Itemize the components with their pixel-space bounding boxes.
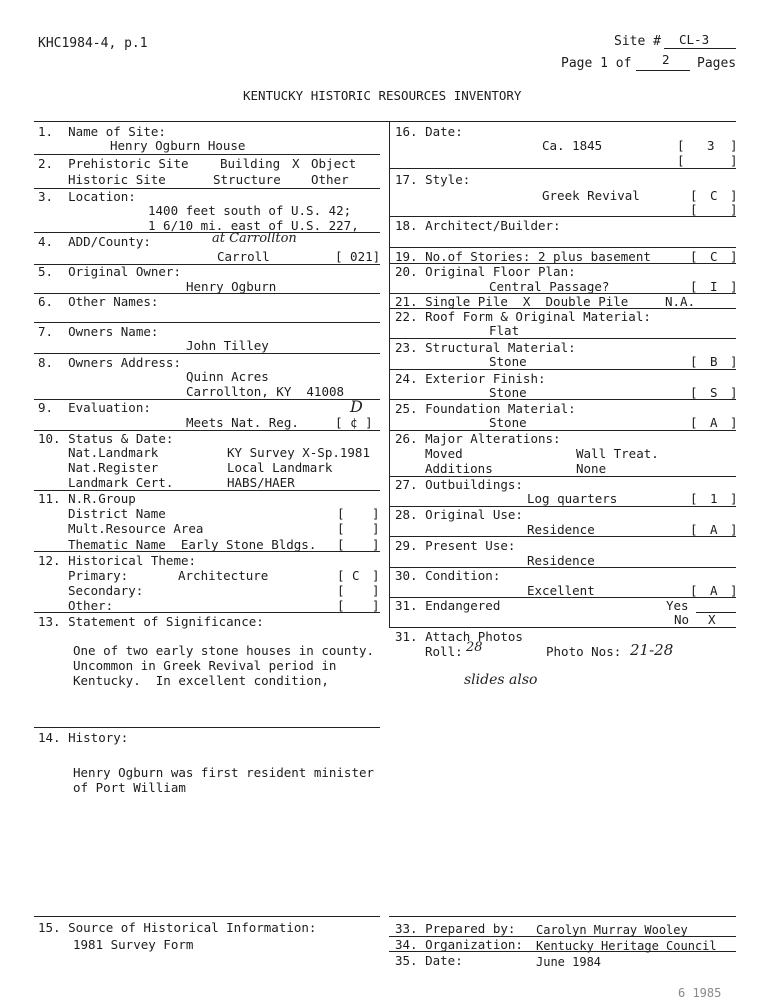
f26-none: None	[576, 461, 607, 476]
f9-code: [ ¢ ]	[335, 415, 373, 430]
f16-label: 16. Date:	[395, 124, 463, 139]
f2-mark: X	[292, 156, 300, 171]
f10-habs-haer: HABS/HAER	[227, 475, 295, 490]
f9-label: 9. Evaluation:	[38, 400, 151, 415]
f12-primary-code: C	[352, 568, 360, 583]
f21-value: N.A.	[665, 294, 696, 309]
f17-code: C	[710, 188, 718, 203]
received-stamp: 6 1985	[678, 986, 722, 1000]
f6-label: 6. Other Names:	[38, 294, 159, 309]
f30-value: Excellent	[527, 583, 595, 598]
f3-line1: 1400 feet south of U.S. 42;	[148, 203, 352, 218]
f10-landmark-cert: Landmark Cert.	[68, 475, 174, 490]
f15-value: 1981 Survey Form	[73, 937, 194, 952]
f26-wall-treat: Wall Treat.	[576, 446, 659, 461]
f30-code: A	[710, 583, 718, 598]
f15-label: 15. Source of Historical Information:	[38, 920, 317, 935]
f7-value: John Tilley	[186, 338, 269, 353]
f27-code: 1	[710, 491, 718, 506]
f2-opt-building: Building	[220, 156, 281, 171]
f8-line1: Quinn Acres	[186, 369, 269, 384]
f13-label: 13. Statement of Significance:	[38, 614, 264, 629]
f10-nat-landmark: Nat.Landmark	[68, 445, 159, 460]
f10-label: 10. Status & Date:	[38, 431, 174, 446]
f3-label: 3. Location:	[38, 189, 136, 204]
f25-label: 25. Foundation Material:	[395, 401, 576, 416]
f29-value: Residence	[527, 553, 595, 568]
f4-value: Carroll	[217, 249, 270, 264]
f13-line3: Kentucky. In excellent condition,	[73, 673, 329, 688]
page-prefix: Page 1 of	[561, 56, 632, 71]
f8-label: 8. Owners Address:	[38, 355, 181, 370]
f27-value: Log quarters	[527, 491, 618, 506]
f9-handwritten: D	[350, 397, 363, 416]
f28-code: A	[710, 522, 718, 537]
f12-other: Other:	[68, 598, 114, 613]
f23-label: 23. Structural Material:	[395, 340, 576, 355]
f2-label-prehistoric: 2. Prehistoric Site	[38, 156, 189, 171]
f22-label: 22. Roof Form & Original Material:	[395, 309, 651, 324]
f22-value: Flat	[489, 323, 520, 338]
page-suffix: Pages	[697, 56, 737, 71]
f5-label: 5. Original Owner:	[38, 264, 181, 279]
f14-label: 14. History:	[38, 730, 129, 745]
f2-opt-other: Other	[311, 172, 349, 187]
f17-label: 17. Style:	[395, 172, 471, 187]
f31-yes: Yes	[666, 598, 689, 613]
f35-value: June 1984	[536, 955, 602, 969]
f7-label: 7. Owners Name:	[38, 324, 159, 339]
f31b-note-hw: slides also	[464, 672, 538, 688]
f31b-photo-hw: 21-28	[630, 641, 674, 659]
f31-mark: X	[708, 612, 716, 627]
f1-label: 1. Name of Site:	[38, 124, 166, 139]
f27-label: 27. Outbuildings:	[395, 477, 523, 492]
f31-no: No	[674, 612, 690, 627]
f31b-roll-hw: 28	[466, 640, 483, 655]
f2-opt-object: Object	[311, 156, 357, 171]
f17-value: Greek Revival	[542, 188, 640, 203]
f24-label: 24. Exterior Finish:	[395, 371, 546, 386]
f13-line2: Uncommon in Greek Revival period in	[73, 658, 337, 673]
f10-nat-register: Nat.Register	[68, 460, 159, 475]
f11-mult-resource: Mult.Resource Area	[68, 521, 204, 536]
f11-thematic: Thematic Name Early Stone Bldgs.	[68, 537, 317, 552]
f24-code: S	[710, 385, 718, 400]
f8-line2: Carrollton, KY 41008	[186, 384, 345, 399]
f33-value: Carolyn Murray Wooley	[536, 923, 688, 937]
f11-label: 11. N.R.Group	[38, 491, 136, 506]
f20-label: 20. Original Floor Plan:	[395, 264, 576, 279]
f31b-photo: Photo Nos:	[546, 644, 622, 659]
f26-additions: Additions	[425, 461, 493, 476]
f4-handwritten: at Carrollton	[212, 231, 297, 246]
f9-value: Meets Nat. Reg.	[186, 415, 299, 430]
page-total: 2	[662, 52, 670, 67]
f16-code: 3	[707, 138, 715, 153]
f14-line1: Henry Ogburn was first resident minister	[73, 765, 375, 780]
f4-code: [ 021]	[335, 249, 381, 264]
f23-value: Stone	[489, 354, 527, 369]
f28-label: 28. Original Use:	[395, 507, 523, 522]
f11-district: District Name	[68, 506, 166, 521]
f13-line1: One of two early stone houses in county.	[73, 643, 375, 658]
f2-label-historic: Historic Site	[68, 172, 166, 187]
f23-code: B	[710, 354, 718, 369]
f24-value: Stone	[489, 385, 527, 400]
f20-value: Central Passage?	[489, 279, 610, 294]
f25-code: A	[710, 415, 718, 430]
f35-label: 35. Date:	[395, 953, 463, 968]
f14-line2: of Port William	[73, 780, 186, 795]
f31-label: 31. Endangered	[395, 598, 501, 613]
f10-ky-survey: KY Survey X-Sp.1981	[227, 445, 370, 460]
site-value: CL-3	[679, 32, 710, 47]
f21-label: 21. Single Pile X Double Pile	[395, 294, 629, 309]
f31b-label: 31. Attach Photos	[395, 629, 523, 644]
f25-value: Stone	[489, 415, 527, 430]
f19-code: C	[710, 249, 718, 264]
f16-value: Ca. 1845	[542, 138, 603, 153]
f18-label: 18. Architect/Builder:	[395, 218, 561, 233]
f19-label: 19. No.of Stories: 2 plus basement	[395, 249, 651, 264]
f26-label: 26. Major Alterations:	[395, 431, 561, 446]
page-title: KENTUCKY HISTORIC RESOURCES INVENTORY	[243, 88, 522, 103]
site-label: Site #	[614, 34, 661, 49]
f4-label: 4. ADD/County:	[38, 234, 151, 249]
f34-value: Kentucky Heritage Council	[536, 939, 717, 953]
f5-value: Henry Ogburn	[186, 279, 277, 294]
f31b-roll: Roll:	[425, 644, 463, 659]
f2-opt-structure: Structure	[213, 172, 281, 187]
f33-label: 33. Prepared by:	[395, 921, 516, 936]
f34-label: 34. Organization:	[395, 937, 523, 952]
f12-label: 12. Historical Theme:	[38, 553, 197, 568]
f3-line2: 1 6/10 mi. east of U.S. 227,	[148, 218, 359, 233]
file-id: KHC1984-4, p.1	[38, 36, 148, 51]
f10-local-landmark: Local Landmark	[227, 460, 333, 475]
f20-code: I	[710, 279, 718, 294]
f30-label: 30. Condition:	[395, 568, 501, 583]
f29-label: 29. Present Use:	[395, 538, 516, 553]
f26-moved: Moved	[425, 446, 463, 461]
f1-value: Henry Ogburn House	[110, 138, 246, 153]
f12-primary: Primary:	[68, 568, 129, 583]
f28-value: Residence	[527, 522, 595, 537]
f12-primary-value: Architecture	[178, 568, 269, 583]
f12-secondary: Secondary:	[68, 583, 144, 598]
